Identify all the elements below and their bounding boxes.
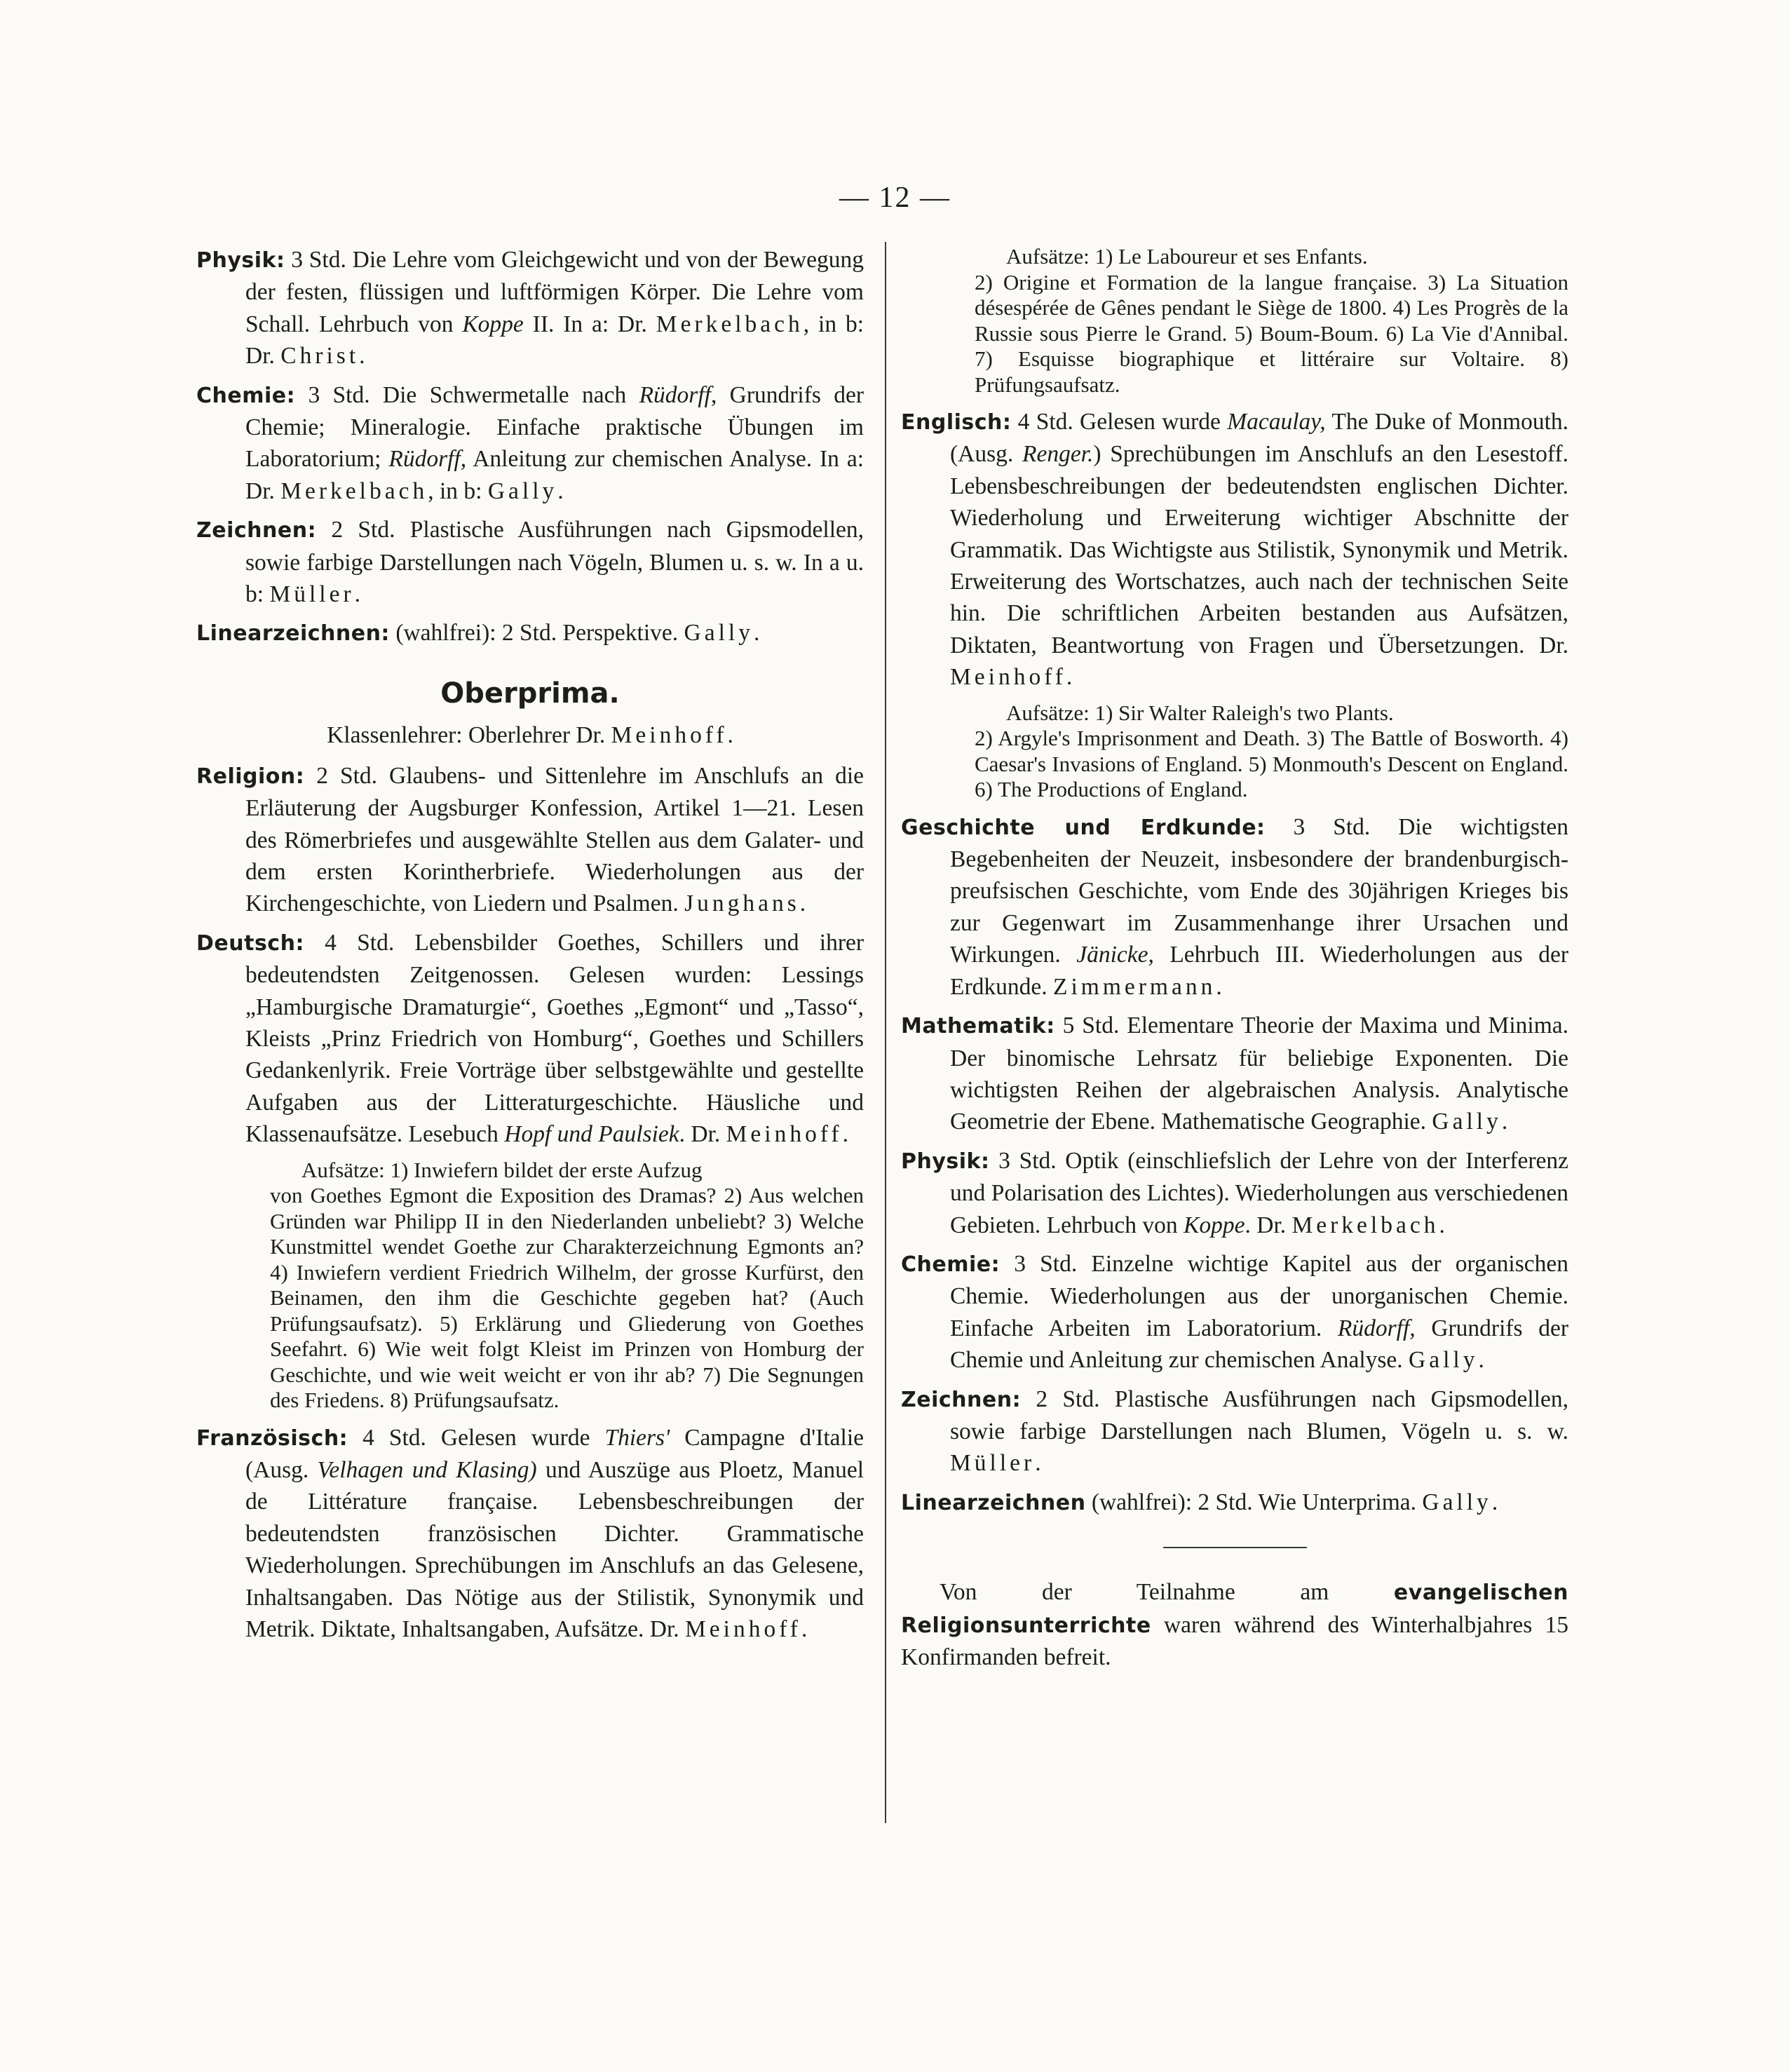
teacher-name: Gally: [487, 478, 558, 504]
essay-list-englisch: Aufsätze: 1) Sir Walter Raleigh's two Plants. 2) Argyle's Imprisonment and Death. 3) The Battle of Bosworth. 4) Caesar's Invasions of England. 5) Monmouth's Descent on England. 6) The Productions of England.: [975, 700, 1568, 802]
essay-list-deutsch: Aufsätze: 1) Inwiefern bildet der erste Aufzug von Goethes Egmont die Exposition des Dramas? 2) Aus welchen Gründen war Philipp II in den Niederlanden unbeliebt? 3) Welche Kunstmittel wendet Goethe zur Charakterzeichnung Egmonts an? 4) Inwiefern verdient Friedrich Wilhelm, der grosse Kurfürst, den Beinamen, den ihm die Geschichte gegeben hat? (Auch Prüfungsaufsatz). 5) Erklärung und Gliederung von Goethes Seefahrt. 6) Wie weit folgt Kleist im Prinzen von Homburg der Geschichte, und wie weit weicht er von ihr ab? 7) Die Segnungen des Friedens. 8) Prüfungsaufsatz.: [270, 1157, 864, 1413]
column-divider: [885, 242, 886, 1823]
subject-label: Linearzeichnen: [901, 1490, 1086, 1515]
entry-linearzeichnen-unterprima: Linearzeichnen: (wahlfrei): 2 Std. Perspektive. Gally.: [196, 620, 760, 646]
religion-exemption-note: Von der Teilnahme am evangelischen Religionsunterrichte waren während des Winterhalbjahres 15 Konfirmanden befreit.: [901, 1579, 1569, 1670]
subject-label: Chemie:: [901, 1252, 1001, 1277]
book-title: Jänicke,: [1076, 942, 1154, 968]
subject-label: Geschichte und Erdkunde:: [901, 815, 1266, 840]
teacher-name: Merkelbach: [1291, 1212, 1439, 1238]
right-column: [901, 244, 1568, 1673]
book-title: Koppe: [1184, 1212, 1245, 1238]
teacher-name: Christ: [280, 343, 360, 370]
essay-list-franzoesisch: Aufsätze: 1) Le Laboureur et ses Enfants. 2) Origine et Formation de la langue française. 3) La Situation désespérée de Gênes pendant le Siège de 1800. 4) Les Progrès de la Russie sous Pierre le Grand. 5) Boum-Boum. 6) La Vie d'Annibal. 7) Esquisse biographique et littéraire sur Voltaire. 8) Prüfungsaufsatz.: [975, 244, 1568, 397]
entry-chemie-oberprima: Chemie: 3 Std. Einzelne wichtige Kapitel aus der organischen Chemie. Wiederholungen aus der unorganischen Chemie. Einfache Arbeiten im Laboratorium. Rüdorff, Grundrifs der Chemie und Anleitung zur chemischen Analyse. Gally.: [901, 1250, 1569, 1374]
subject-label: Zeichnen:: [196, 518, 317, 543]
subject-label: Mathematik:: [901, 1014, 1055, 1039]
entry-deutsch: Deutsch: 4 Std. Lebensbilder Goethes, Schillers und ihrer bedeutendsten Zeitgenossen. Gelesen wurden: Lessings „Hamburgische Dramaturgie“, Goethes „Egmont“ und „Tasso“, Kleists „Prinz Friedrich von Homburg“, Goethes und Schillers Gedankenlyrik. Freie Vorträge über selbstgewählte und gestellte Aufgaben aus der Litteraturgeschichte. Häusliche und Klassenaufsätze. Lesebuch Hopf und Paulsiek. Dr. Meinhoff.: [196, 929, 865, 1148]
entry-zeichnen-oberprima: Zeichnen: 2 Std. Plastische Ausführungen nach Gipsmodellen, sowie farbige Darstellungen nach Blumen, Vögeln u. s. w. Müller.: [901, 1386, 1569, 1477]
subject-label: Zeichnen:: [901, 1387, 1022, 1412]
section-heading-oberprima: Oberprima.: [440, 677, 620, 710]
entry-geschichte-erdkunde: Geschichte und Erdkunde: 3 Std. Die wichtigsten Begebenheiten der Neuzeit, insbesondere der brandenburgisch-preufsischen Geschichte, vom Ende des 30jährigen Krieges bis zur Gegenwart im Zusammenhange ihrer Ursachen und Wirkungen. Jänicke, Lehrbuch III. Wiederholungen aus der Erdkunde. Zimmermann.: [901, 813, 1569, 1000]
teacher-name: Meinhoff: [685, 1616, 801, 1642]
teacher-name: Müller: [269, 581, 355, 608]
teacher-name: Merkelbach: [280, 478, 428, 504]
entry-zeichnen-unterprima: Zeichnen: 2 Std. Plastische Ausführungen nach Gipsmodellen, sowie farbige Darstellungen nach Vögeln, Blumen u. s. w. In a u. b: Müller.: [196, 517, 865, 608]
entry-linearzeichnen-oberprima: Linearzeichnen (wahlfrei): 2 Std. Wie Unterprima. Gally.: [901, 1489, 1498, 1515]
teacher-name: Junghans: [684, 891, 800, 917]
teacher-name: Zimmermann: [1053, 973, 1216, 1000]
entry-religion: Religion: 2 Std. Glaubens- und Sittenlehre im Anschlufs an die Erläuterung der Augsburger Konfession, Artikel 1—21. Lesen des Römerbriefes und ausgewählte Stellen aus dem Galater- und dem ersten Korintherbriefe. Wiederholungen aus der Kirchengeschichte, von Liedern und Psalmen. Junghans.: [196, 762, 864, 917]
book-title: Rüdorff,: [388, 446, 467, 473]
book-title: Velhagen und Klasing): [317, 1456, 537, 1483]
subject-label: Physik:: [196, 248, 285, 273]
subject-label: Physik:: [901, 1149, 990, 1174]
book-title: Macaulay,: [1227, 409, 1326, 435]
teacher-name: Meinhoff: [611, 722, 728, 749]
emphasis-text: evangelischen Religionsunterrichte: [901, 1580, 1569, 1638]
book-title: Rüdorff: [639, 381, 711, 408]
subject-label: Religion:: [196, 764, 305, 789]
entry-mathematik: Mathematik: 5 Std. Elementare Theorie der Maxima und Minima. Der binomische Lehrsatz für beliebige Exponenten. Die wichtigsten Reihen der algebraischen Analysis. Analytische Geometrie der Ebene. Mathematische Geographie. Gally.: [901, 1013, 1569, 1135]
left-column: [196, 244, 864, 1652]
class-teacher-line: Klassenlehrer: Oberlehrer Dr. Meinhoff.: [327, 722, 733, 749]
entry-chemie-unterprima: Chemie: 3 Std. Die Schwermetalle nach Rüdorff, Grundrifs der Chemie; Mineralogie. Einfache praktische Übungen im Laboratorium; Rüdorff, Anleitung zur chemischen Analyse. In a: Dr. Merkelbach, in b: Gally.: [196, 381, 864, 504]
subject-label: Linearzeichnen:: [196, 621, 390, 646]
entry-englisch: Englisch: 4 Std. Gelesen wurde Macaulay, The Duke of Monmouth. (Ausg. Renger.) Sprechübungen im Anschlufs an den Lesestoff. Lebensbeschreibungen der bedeutendsten englischen Dichter. Wiederholung und Erweiterung wichtiger Abschnitte der Grammatik. Das Wichtigste aus Stilistik, Synonymik und Metrik. Erweiterung des Wortschatzes, auch nach der technischen Seite hin. Die schriftlichen Arbeiten bestanden aus Aufsätzen, Diktaten, Beantwortung von Fragen und Übersetzungen. Dr. Meinhoff.: [901, 409, 1569, 691]
entry-physik-unterprima: Physik: 3 Std. Die Lehre vom Gleichgewicht und von der Bewegung der festen, flüssigen und luftförmigen Körper. Die Lehre vom Schall. Lehrbuch von Koppe II. In a: Dr. Merkelbach, in b: Dr. Christ.: [196, 247, 865, 370]
teacher-name: Gally: [684, 620, 754, 646]
entry-franzoesisch: Französisch: 4 Std. Gelesen wurde Thiers' Campagne d'Italie (Ausg. Velhagen und Klasing) und Auszüge aus Ploetz, Manuel de Littérature française. Lebensbeschreibungen der bedeutendsten französischen Dichter. Grammatische Wiederholungen. Sprechübungen im Anschlufs an das Gelesene, Inhaltsangaben. Das Nötige aus der Stilistik, Synonymik und Metrik. Diktate, Inhaltsangaben, Aufsätze. Dr. Meinhoff.: [196, 1424, 865, 1642]
teacher-name: Meinhoff: [726, 1121, 843, 1148]
teacher-name: Gally: [1422, 1489, 1492, 1515]
entry-physik-oberprima: Physik: 3 Std. Optik (einschliefslich der Lehre von der Interferenz und Polarisation des Lichtes). Wiederholungen aus verschiedenen Gebieten. Lehrbuch von Koppe. Dr. Merkelbach.: [901, 1147, 1568, 1238]
teacher-name: Merkelbach: [656, 311, 804, 337]
book-title: Thiers': [604, 1424, 670, 1451]
section-rule: [1163, 1547, 1307, 1548]
book-title: Rüdorff,: [1337, 1315, 1416, 1341]
book-title: Renger.: [1022, 441, 1094, 468]
book-title: Hopf und Paulsiek: [504, 1121, 679, 1148]
teacher-name: Müller: [950, 1450, 1036, 1477]
subject-label: Englisch:: [901, 410, 1012, 435]
subject-label: Deutsch:: [196, 930, 304, 956]
teacher-name: Gally: [1409, 1347, 1479, 1374]
teacher-name: Meinhoff: [950, 664, 1066, 691]
teacher-name: Gally: [1432, 1109, 1502, 1135]
book-title: Koppe: [462, 311, 524, 337]
subject-label: Französisch:: [196, 1426, 348, 1451]
page-number: — 12 —: [839, 182, 951, 214]
subject-label: Chemie:: [196, 383, 296, 408]
